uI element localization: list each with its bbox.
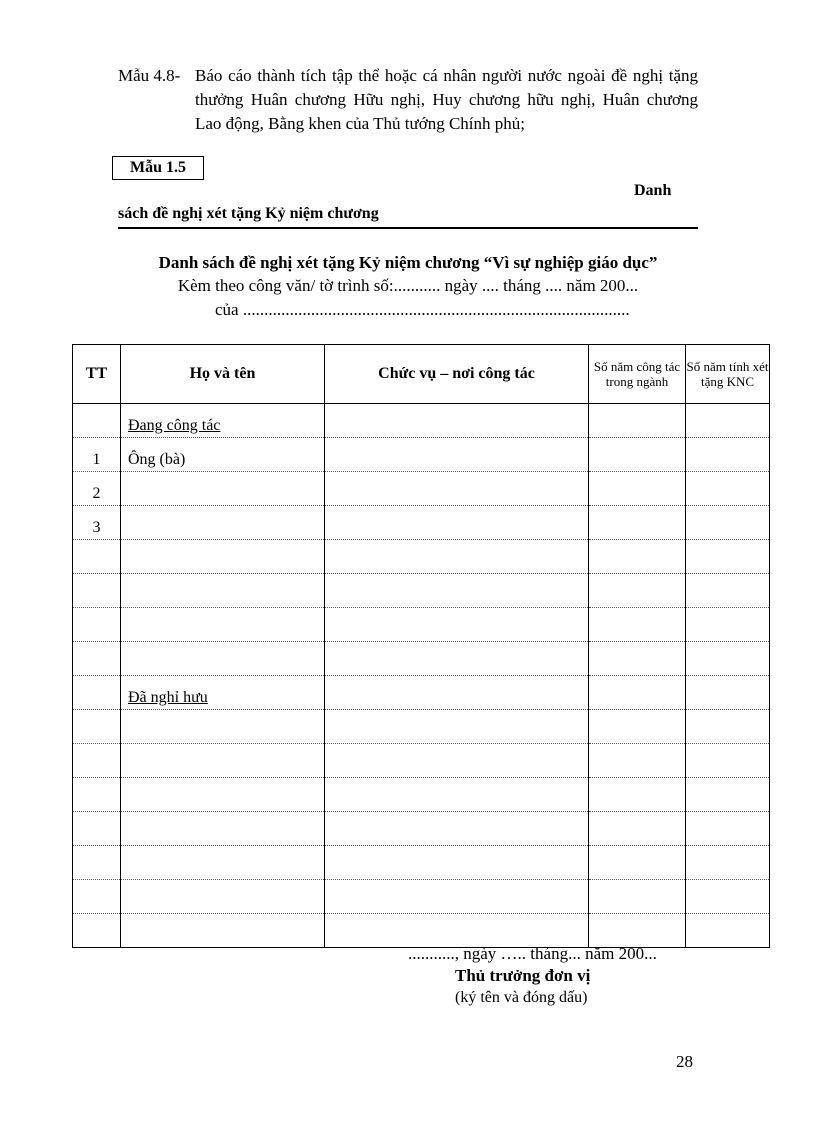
row-name-cell bbox=[121, 540, 325, 574]
row-years-award-cell bbox=[686, 472, 770, 506]
row-name-cell bbox=[121, 846, 325, 880]
row-years-sector-cell bbox=[589, 676, 686, 710]
row-years-sector-cell bbox=[589, 438, 686, 472]
row-name-cell bbox=[121, 880, 325, 914]
row-position-cell bbox=[325, 608, 589, 642]
row-position-cell bbox=[325, 642, 589, 676]
row-name-cell bbox=[121, 574, 325, 608]
row-years-award-cell bbox=[686, 608, 770, 642]
row-years-sector-cell bbox=[589, 812, 686, 846]
header-years-in-sector: Số năm công tác trong ngành bbox=[589, 345, 686, 404]
row-position-cell bbox=[325, 506, 589, 540]
row-number-cell bbox=[73, 676, 121, 710]
row-years-award-cell bbox=[686, 506, 770, 540]
row-years-award-cell bbox=[686, 710, 770, 744]
row-position-cell bbox=[325, 812, 589, 846]
row-position-cell bbox=[325, 846, 589, 880]
row-number-cell bbox=[73, 778, 121, 812]
table-row bbox=[73, 574, 770, 608]
table-row bbox=[73, 506, 770, 540]
row-number-cell bbox=[73, 744, 121, 778]
table-row bbox=[73, 846, 770, 880]
table-row bbox=[73, 914, 770, 948]
table-row bbox=[73, 880, 770, 914]
row-name-cell bbox=[121, 472, 325, 506]
row-years-sector-cell bbox=[589, 608, 686, 642]
table-row bbox=[73, 812, 770, 846]
row-position-cell bbox=[325, 778, 589, 812]
signature-title: Thủ trưởng đơn vị bbox=[455, 966, 591, 985]
row-number-cell bbox=[73, 608, 121, 642]
page-number: 28 bbox=[676, 1052, 693, 1071]
row-name-cell bbox=[121, 710, 325, 744]
table-row bbox=[73, 608, 770, 642]
row-number-cell bbox=[73, 540, 121, 574]
row-position-cell bbox=[325, 710, 589, 744]
intro-paragraph bbox=[118, 64, 698, 136]
row-years-award-cell bbox=[686, 914, 770, 948]
issuer-line: của ........................................................................................... bbox=[215, 300, 630, 319]
table-row bbox=[73, 676, 770, 710]
row-years-award-cell bbox=[686, 642, 770, 676]
row-number-cell: 1 bbox=[73, 438, 121, 472]
row-name-cell bbox=[121, 812, 325, 846]
row-position-cell bbox=[325, 472, 589, 506]
row-years-sector-cell bbox=[589, 404, 686, 438]
row-position-cell bbox=[325, 744, 589, 778]
row-number-cell bbox=[73, 880, 121, 914]
row-position-cell bbox=[325, 676, 589, 710]
intro-label: Mẫu 4.8- bbox=[118, 66, 181, 85]
row-years-award-cell bbox=[686, 812, 770, 846]
table-row bbox=[73, 472, 770, 506]
heading-danh: Danh bbox=[634, 182, 672, 199]
table-body bbox=[73, 404, 770, 948]
row-position-cell bbox=[325, 914, 589, 948]
row-name-cell: Đã nghỉ hưu bbox=[121, 676, 325, 710]
row-years-award-cell bbox=[686, 846, 770, 880]
table-row bbox=[73, 438, 770, 472]
table-row bbox=[73, 778, 770, 812]
form-code-box: Mẫu 1.5 bbox=[112, 156, 204, 180]
row-years-sector-cell bbox=[589, 472, 686, 506]
row-years-sector-cell bbox=[589, 506, 686, 540]
row-years-award-cell bbox=[686, 676, 770, 710]
row-years-sector-cell bbox=[589, 846, 686, 880]
row-name-cell bbox=[121, 744, 325, 778]
row-years-sector-cell bbox=[589, 574, 686, 608]
row-name-cell: Ông (bà) bbox=[121, 438, 325, 472]
intro-text: Báo cáo thành tích tập thể hoặc cá nhân người nước ngoài đề nghị tặng thưởng Huân chương Hữu nghị, Huy chương hữu nghị, Huân chương Lao động, Bằng khen của Thủ tướng Chính phủ; bbox=[195, 66, 698, 133]
row-position-cell bbox=[325, 880, 589, 914]
row-years-sector-cell bbox=[589, 642, 686, 676]
row-years-sector-cell bbox=[589, 880, 686, 914]
row-position-cell bbox=[325, 438, 589, 472]
row-name-cell: Đang công tác bbox=[121, 404, 325, 438]
row-name-cell bbox=[121, 506, 325, 540]
row-number-cell: 3 bbox=[73, 506, 121, 540]
heading-subtitle: sách đề nghị xét tặng Kỷ niệm chương bbox=[118, 205, 379, 222]
header-position: Chức vụ – nơi công tác bbox=[325, 345, 589, 404]
signature-note: (ký tên và đóng dấu) bbox=[455, 989, 588, 1006]
row-position-cell bbox=[325, 574, 589, 608]
row-years-award-cell bbox=[686, 574, 770, 608]
row-years-award-cell bbox=[686, 438, 770, 472]
row-name-cell bbox=[121, 608, 325, 642]
row-years-award-cell bbox=[686, 540, 770, 574]
row-number-cell bbox=[73, 846, 121, 880]
row-years-award-cell bbox=[686, 778, 770, 812]
table-row bbox=[73, 404, 770, 438]
nomination-table bbox=[72, 344, 770, 948]
row-number-cell bbox=[73, 914, 121, 948]
header-tt: TT bbox=[73, 345, 121, 404]
row-number-cell bbox=[73, 404, 121, 438]
row-name-cell bbox=[121, 778, 325, 812]
reference-line: Kèm theo công văn/ tờ trình số:........... ngày .... tháng .... năm 200... bbox=[177, 276, 639, 295]
row-years-sector-cell bbox=[589, 710, 686, 744]
row-number-cell bbox=[73, 574, 121, 608]
row-years-sector-cell bbox=[589, 744, 686, 778]
row-years-award-cell bbox=[686, 744, 770, 778]
row-name-cell bbox=[121, 642, 325, 676]
table-row bbox=[73, 710, 770, 744]
row-years-award-cell bbox=[686, 404, 770, 438]
row-years-award-cell bbox=[686, 880, 770, 914]
row-position-cell bbox=[325, 540, 589, 574]
document-title: Danh sách đề nghị xét tặng Kỷ niệm chương “Vì sự nghiệp giáo dục” bbox=[158, 253, 658, 272]
table-row bbox=[73, 642, 770, 676]
header-name: Họ và tên bbox=[121, 345, 325, 404]
row-number-cell bbox=[73, 710, 121, 744]
row-position-cell bbox=[325, 404, 589, 438]
signature-date: ..........., ngày ….. tháng... năm 200... bbox=[408, 944, 657, 963]
row-years-sector-cell bbox=[589, 540, 686, 574]
table-header-row bbox=[73, 345, 770, 404]
table-row bbox=[73, 540, 770, 574]
row-number-cell: 2 bbox=[73, 472, 121, 506]
header-years-for-award: Số năm tính xét tặng KNC bbox=[686, 345, 770, 404]
row-years-sector-cell bbox=[589, 914, 686, 948]
heading-rule bbox=[118, 227, 698, 229]
row-years-sector-cell bbox=[589, 778, 686, 812]
row-number-cell bbox=[73, 812, 121, 846]
row-number-cell bbox=[73, 642, 121, 676]
row-name-cell bbox=[121, 914, 325, 948]
table-row bbox=[73, 744, 770, 778]
